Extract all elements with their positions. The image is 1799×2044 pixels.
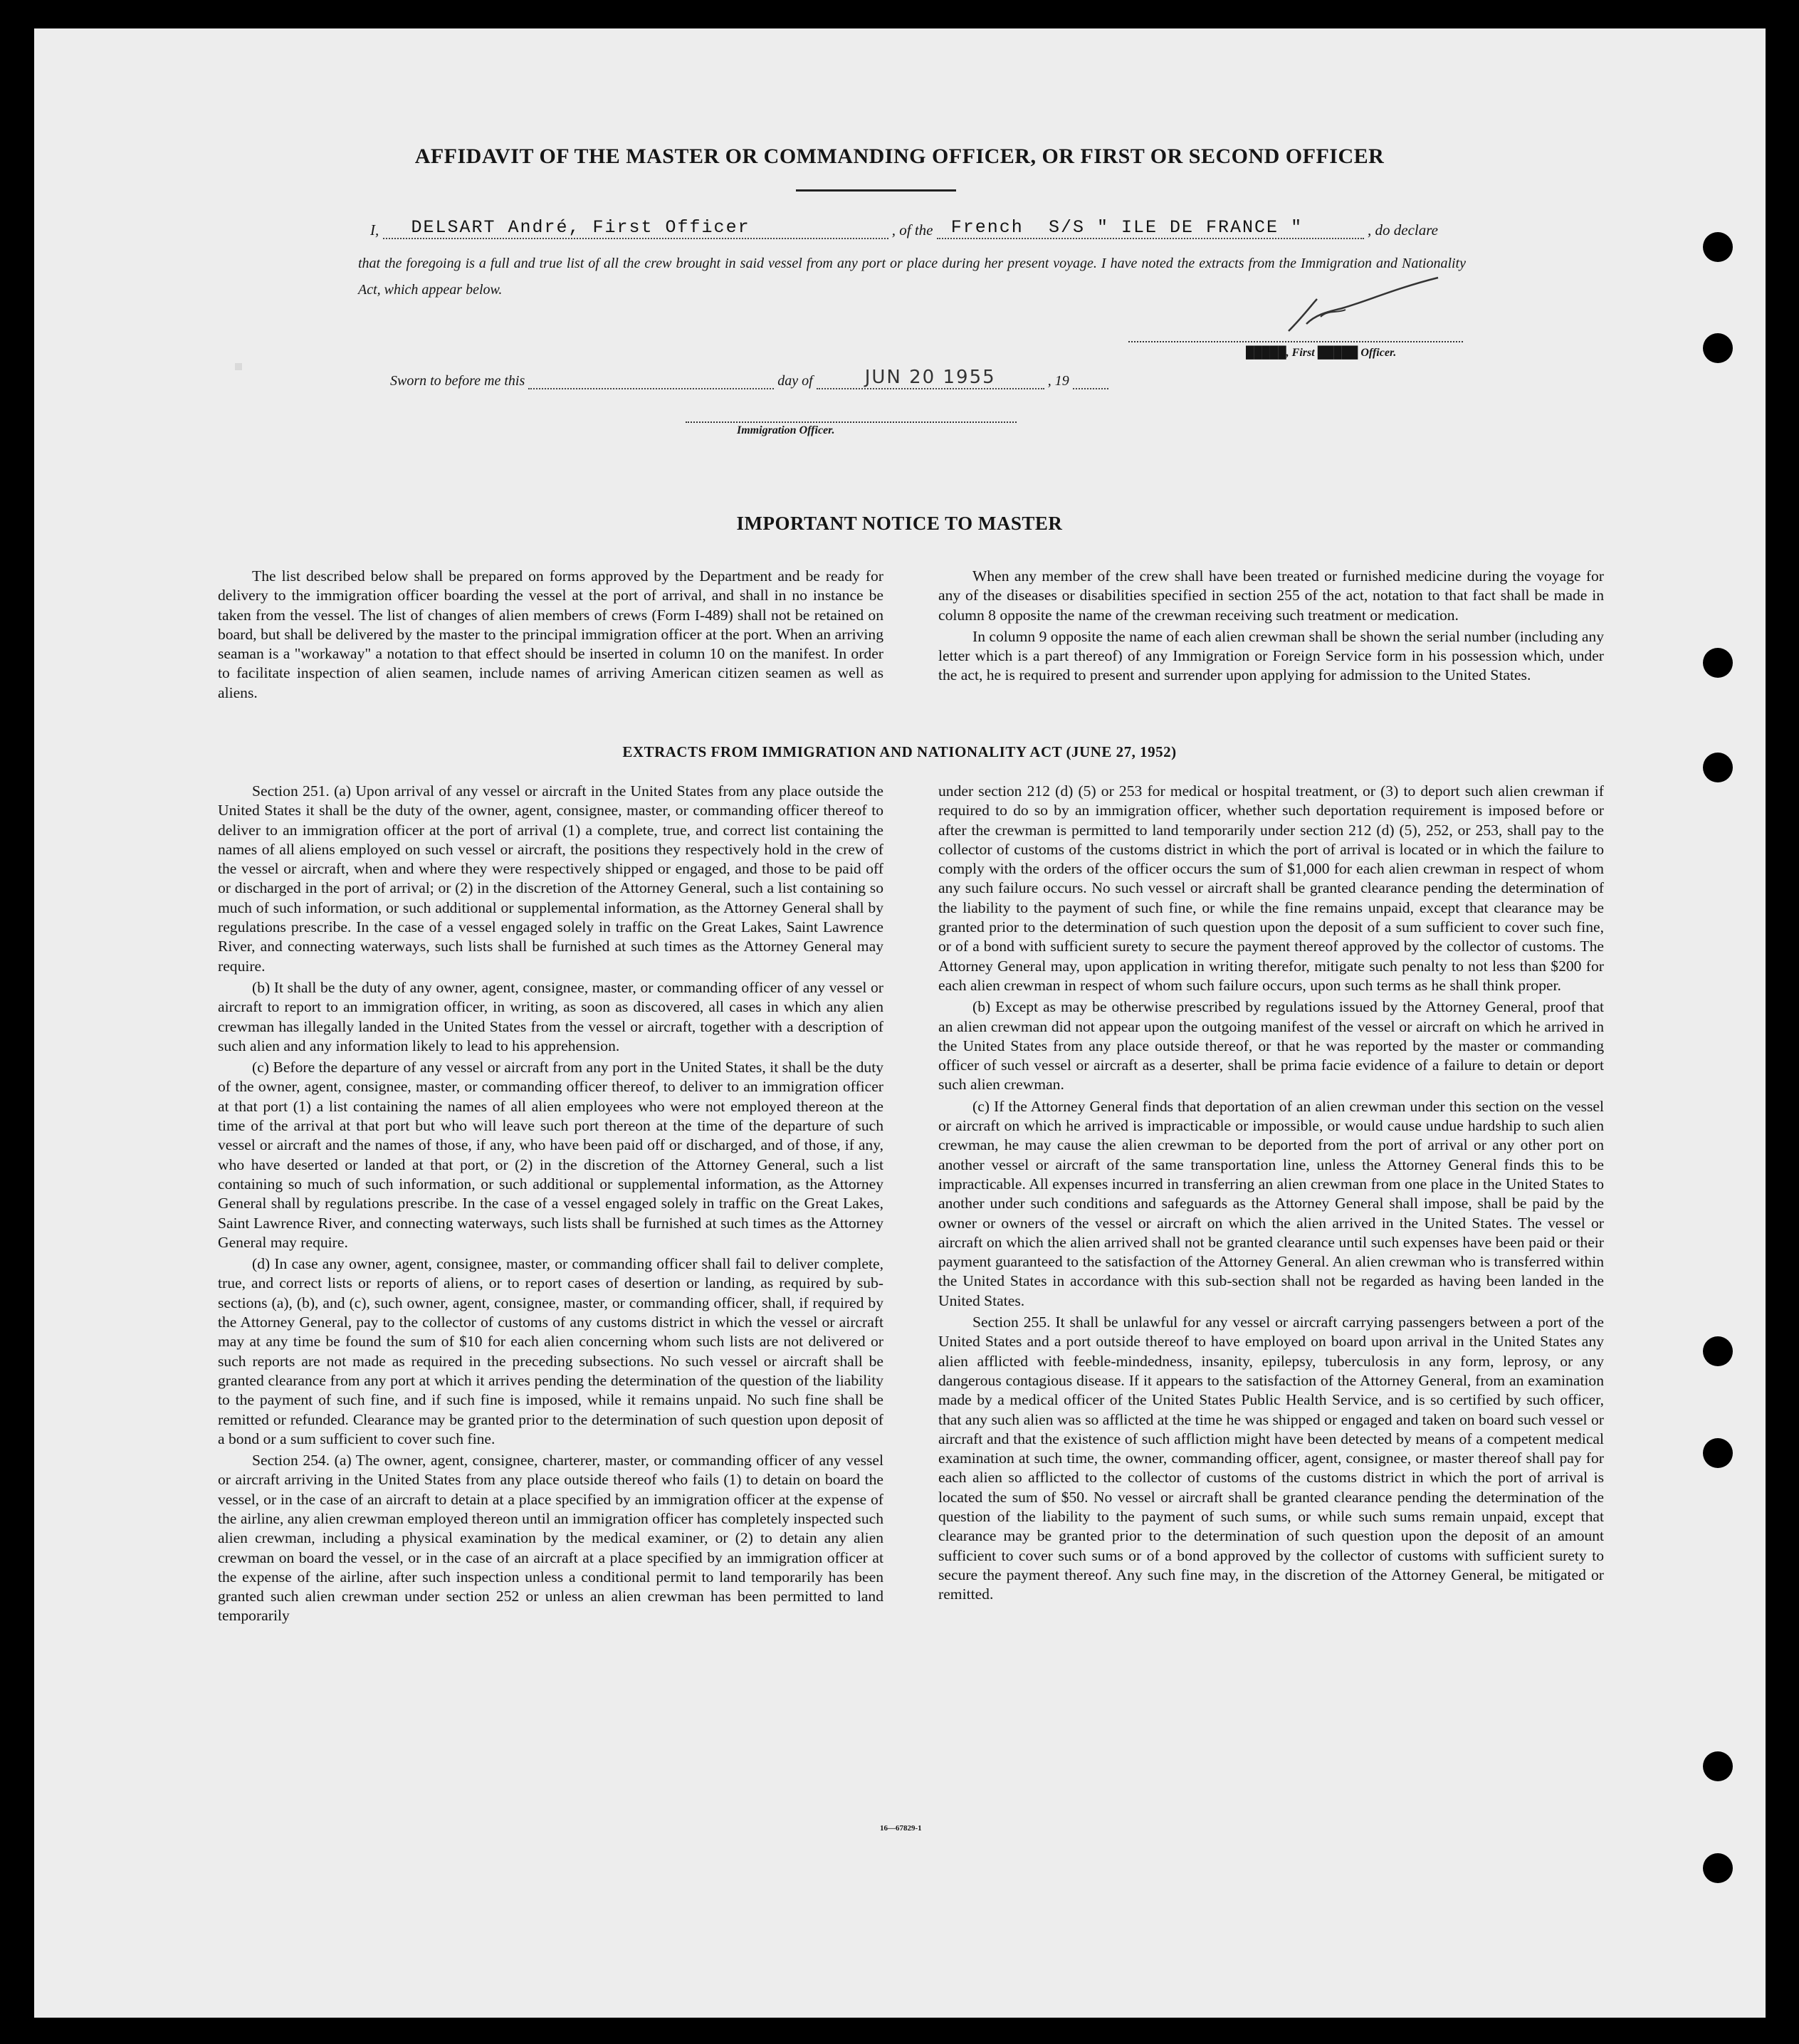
sworn-prefix: Sworn to before me this — [390, 373, 525, 389]
immigration-officer-caption: Immigration Officer. — [737, 424, 835, 436]
declaration-body: that the foregoing is a full and true list of all the crew brought in said vessel from any port or place during her present voyage. I have noted the extracts from the Immigration and Nationality Act, which appear below. — [358, 256, 1466, 298]
notice-right-column — [938, 567, 1604, 688]
day-of-text: day of — [777, 373, 813, 389]
lead-text: I, — [370, 221, 379, 239]
sworn-day-field — [528, 388, 774, 389]
section-251c: (c) Before the departure of any vessel or aircraft from any port in the United States, it shall be the duty of the owner, agent, consignee, master, or commanding officer thereof, to deliver to an immigration officer at that port (1) a list containing the names of all alien employees who were not employed thereon at the time of the arrival at that port but who will leave such port thereon at the time of the departure of such vessel or aircraft and the names of those, if any, who have been paid off or discharged, and of those, if any, who have deserted or landed at that port, or (2) in the discretion of the Attorney General, such a list containing so much of such information, or such additional or supplemental information, as the Attorney General shall by regulations prescribe. In the case of a vessel engaged solely in traffic on the Great Lakes, Saint Lawrence River, and connecting waterways, such lists shall be furnished at such times as the Attorney General may require. — [218, 1059, 883, 1251]
punch-hole — [1703, 232, 1733, 262]
sworn-line — [390, 367, 1108, 389]
vessel-value: S/S " ILE DE FRANCE " — [1049, 217, 1304, 238]
do-declare-text: , do declare — [1368, 221, 1438, 239]
affidavit-title: AFFIDAVIT OF THE MASTER OR COMMANDING OFFICER, OR FIRST OR SECOND OFFICER — [414, 145, 1385, 168]
extracts-title: EXTRACTS FROM IMMIGRATION AND NATIONALITY ACT (JUNE 27, 1952) — [622, 743, 1177, 760]
signature-line — [1128, 341, 1463, 342]
year-field — [1073, 388, 1108, 389]
declaration-line — [370, 217, 1467, 239]
punch-hole — [1703, 1336, 1733, 1366]
form-number: 16—67829-1 — [880, 1824, 922, 1833]
notice-right-text-2: In column 9 opposite the name of each alien crewman shall be shown the serial number (including any letter which is a part thereof) of any Immigration or Foreign Service form in his possession which, under the act, he is required to present and surrender upon applying for admission to the United States. — [938, 627, 1604, 684]
section-255: Section 255. It shall be unlawful for any vessel or aircraft carrying passengers between a port of the United States and a port outside thereof to have employed on board upon arrival in the United States any alien afflicted with feeble-mindedness, insanity, epilepsy, tuberculosis in any form, leprosy, or any dangerous contagious disease. If it appears to the satisfaction of the Attorney General, from an examination made by a medical officer of the United States Public Health Service, and is so certified by such officer, that any such alien was so afflicted at the time he was shipped or engaged and taken on board such vessel or aircraft and that the existence of such affliction might have been detected by means of a competent medical examination at such time, the owner, commanding officer, agent, consignee, or master thereof shall pay for each alien so afflicted to the collector of customs of the customs district in which the port of arrival is located the sum of $50. No vessel or aircraft shall be granted clearance pending the determination of the question of the liability to the payment of such sums, or while such sums remain unpaid, except that clearance may be granted prior to the determination of such question upon the deposit of an amount sufficient to cover such sums or of a bond approved by the collector of customs with sufficient surety to secure the payment thereof. Any such fine may, in the discretion of the Attorney General, be mitigated or remitted. — [938, 1314, 1604, 1603]
punch-hole — [1703, 1853, 1733, 1883]
extracts-right-column — [938, 782, 1604, 1606]
section-254a: Section 254. (a) The owner, agent, consignee, charterer, master, or commanding officer of any vessel or aircraft arriving in the United States from any place outside thereof who fails (1) to detain on board the vessel, or in the case of an aircraft to detain at a place specified by an immigration officer at the expense of the airline, any alien crewman employed thereon until an immigration officer has completely inspected such alien crewman, including a physical examination by the medical examiner, or (2) to detain any alien crewman on board the vessel, or in the case of an aircraft at a place specified by an immigration officer at the expense of the airline, after such inspection unless a conditional permit to land temporarily has been granted such alien crewman under section 252 or unless an alien crewman has been permitted to land temporarily — [218, 1452, 883, 1625]
title-rule — [796, 189, 956, 192]
punch-hole — [1703, 1438, 1733, 1468]
sworn-month-field — [817, 367, 1044, 389]
officer-name-value: DELSART André, First Officer — [411, 217, 750, 238]
punch-hole — [1703, 1751, 1733, 1781]
section-254a-continued: under section 212 (d) (5) or 253 for medical or hospital treatment, or (3) to deport such alien crewman if required to do so by an immigration officer, whether such deportation requirement is imposed before or after the crewman is permitted to land temporarily under section 212 (d) (5), 252, or 253, shall pay to the collector of customs of the customs district in which the port of arrival is located or in which the failure to comply with the orders of the officer occurs the sum of $1,000 for each alien crewman in respect of whom any such failure occurs. No such vessel or aircraft shall be granted clearance pending the determination of the liability to the payment of such fine, or while the fine remains unpaid, except that clearance may be granted prior to the determination of such question upon the deposit of a sum sufficient to cover such fine, or of a bond with sufficient surety to secure the payment thereof approved by the collector of customs. The Attorney General may, upon application in writing therefor, mitigate such penalty to not less than $200 for each alien crewman in respect of whom such failure occurs, upon such terms as he shall think proper. — [938, 782, 1604, 994]
officer-name-field — [383, 217, 888, 239]
officer-caption: █████, First █████ Officer. — [1246, 347, 1397, 359]
signature-drawing — [1274, 274, 1445, 345]
notice-left-column — [218, 567, 883, 705]
section-251a: Section 251. (a) Upon arrival of any vessel or aircraft in the United States from any place outside the United States it shall be the duty of the owner, agent, consignee, master, or commanding officer thereof to deliver to an immigration officer at the port of arrival (1) a complete, true, and correct list containing the names of all aliens employed on such vessel or aircraft, the positions they respectively hold in the crew of the vessel or aircraft, when and where they were respectively shipped or engaged, and those to be paid off or discharged in the port of arrival; or (2) in the discretion of the Attorney General, such a list containing so much of such information, or such additional or supplemental information, as the Attorney General shall by regulations prescribe. In the case of a vessel engaged solely in traffic on the Great Lakes, Saint Lawrence River, and connecting waterways, such lists shall be furnished at such times as the Attorney General may require. — [218, 782, 883, 975]
section-254b: (b) Except as may be otherwise prescribed by regulations issued by the Attorney General, proof that an alien crewman did not appear upon the outgoing manifest of the vessel or aircraft on which he arrived in the United States from any place outside thereof, or that he was reported by the master or commanding officer of such vessel or aircraft as a deserter, shall be prima facie evidence of a failure to detain or deport such alien crewman. — [938, 998, 1604, 1094]
extracts-left-column — [218, 782, 883, 1628]
notice-left-text: The list described below shall be prepared on forms approved by the Department and be ready for delivery to the immigration officer boarding the vessel at the port of arrival, and shall in no instance be taken from the vessel. The list of changes of alien members of crews (Form I-489) shall not be retained on board, but shall be delivered by the master to the principal immigration officer at the port. When an arriving seaman is a "workaway" a notation to that effect should be inserted in column 10 on the manifest. In order to facilitate inspection of alien seamen, include names of arriving American citizen seamen as well as aliens. — [218, 567, 883, 701]
nationality-value: French — [950, 217, 1024, 238]
notice-title: IMPORTANT NOTICE TO MASTER — [736, 513, 1063, 534]
punch-hole — [1703, 333, 1733, 363]
section-254c: (c) If the Attorney General finds that deportation of an alien crewman under this section on the vessel or aircraft on which he arrived is impracticable or impossible, or would cause undue hardship to such alien crewman, he may cause the alien crewman to be deported from the port of arrival or any other port on another vessel or aircraft of the same transportation line, unless the Attorney General finds this to be impracticable. All expenses incurred in transferring an alien crewman from one place in the United States to another under such conditions and safeguards as the Attorney General shall impose, shall be paid by the owner or owners of the vessel or aircraft on which the alien arrived in the United States. The vessel or aircraft on which the alien arrived shall not be granted clearance until such expenses have been paid or their payment guaranteed to the satisfaction of the Attorney General. An alien crewman who is transferred within the United States in accordance with this sub-section shall not be regarded as having been landed in the United States. — [938, 1097, 1604, 1309]
section-251b: (b) It shall be the duty of any owner, agent, consignee, master, or commanding officer of any vessel or aircraft to report to an immigration officer, in writing, as soon as discovered, all cases in which any alien crewman has illegally landed in the United States from the vessel or aircraft, together with a description of such alien and any information likely to lead to his apprehension. — [218, 978, 883, 1054]
vessel-field — [937, 217, 1364, 239]
year-prefix: , 19 — [1047, 373, 1069, 389]
section-251d: (d) In case any owner, agent, consignee, master, or commanding officer shall fail to deliver complete, true, and correct lists or reports of aliens, or to report cases of desertion or landing, as required by sub-sections (a), (b), and (c), such owner, agent, consignee, master, or commanding officer, shall, if required by the Attorney General, pay to the collector of customs of any customs district in which the vessel or aircraft may at any time be found the sum of $10 for each alien concerning whom such lists are not delivered or such reports are not made as required in the preceding subsections. No such vessel or aircraft shall be granted clearance from any port at which it arrives pending the determination of the question of the liability to the payment of such fine, and if such fine is imposed, while it remains unpaid. No such fine shall be remitted or refunded. Clearance may be granted prior to the determination of such question upon deposit of a bond or a sum sufficient to cover such fine. — [218, 1255, 883, 1447]
officer-signature — [1274, 274, 1445, 345]
immigration-officer-line — [686, 421, 1017, 423]
date-stamp: JUN 20 1955 — [864, 367, 996, 388]
punch-hole — [1703, 648, 1733, 678]
notice-right-text-1: When any member of the crew shall have been treated or furnished medicine during the voyage for any of the diseases or disabilities specified in section 255 of the act, notation to that fact shall be made in column 8 opposite the name of the crewman receiving such treatment or medication. — [938, 567, 1604, 624]
of-the-text: , of the — [891, 221, 933, 239]
